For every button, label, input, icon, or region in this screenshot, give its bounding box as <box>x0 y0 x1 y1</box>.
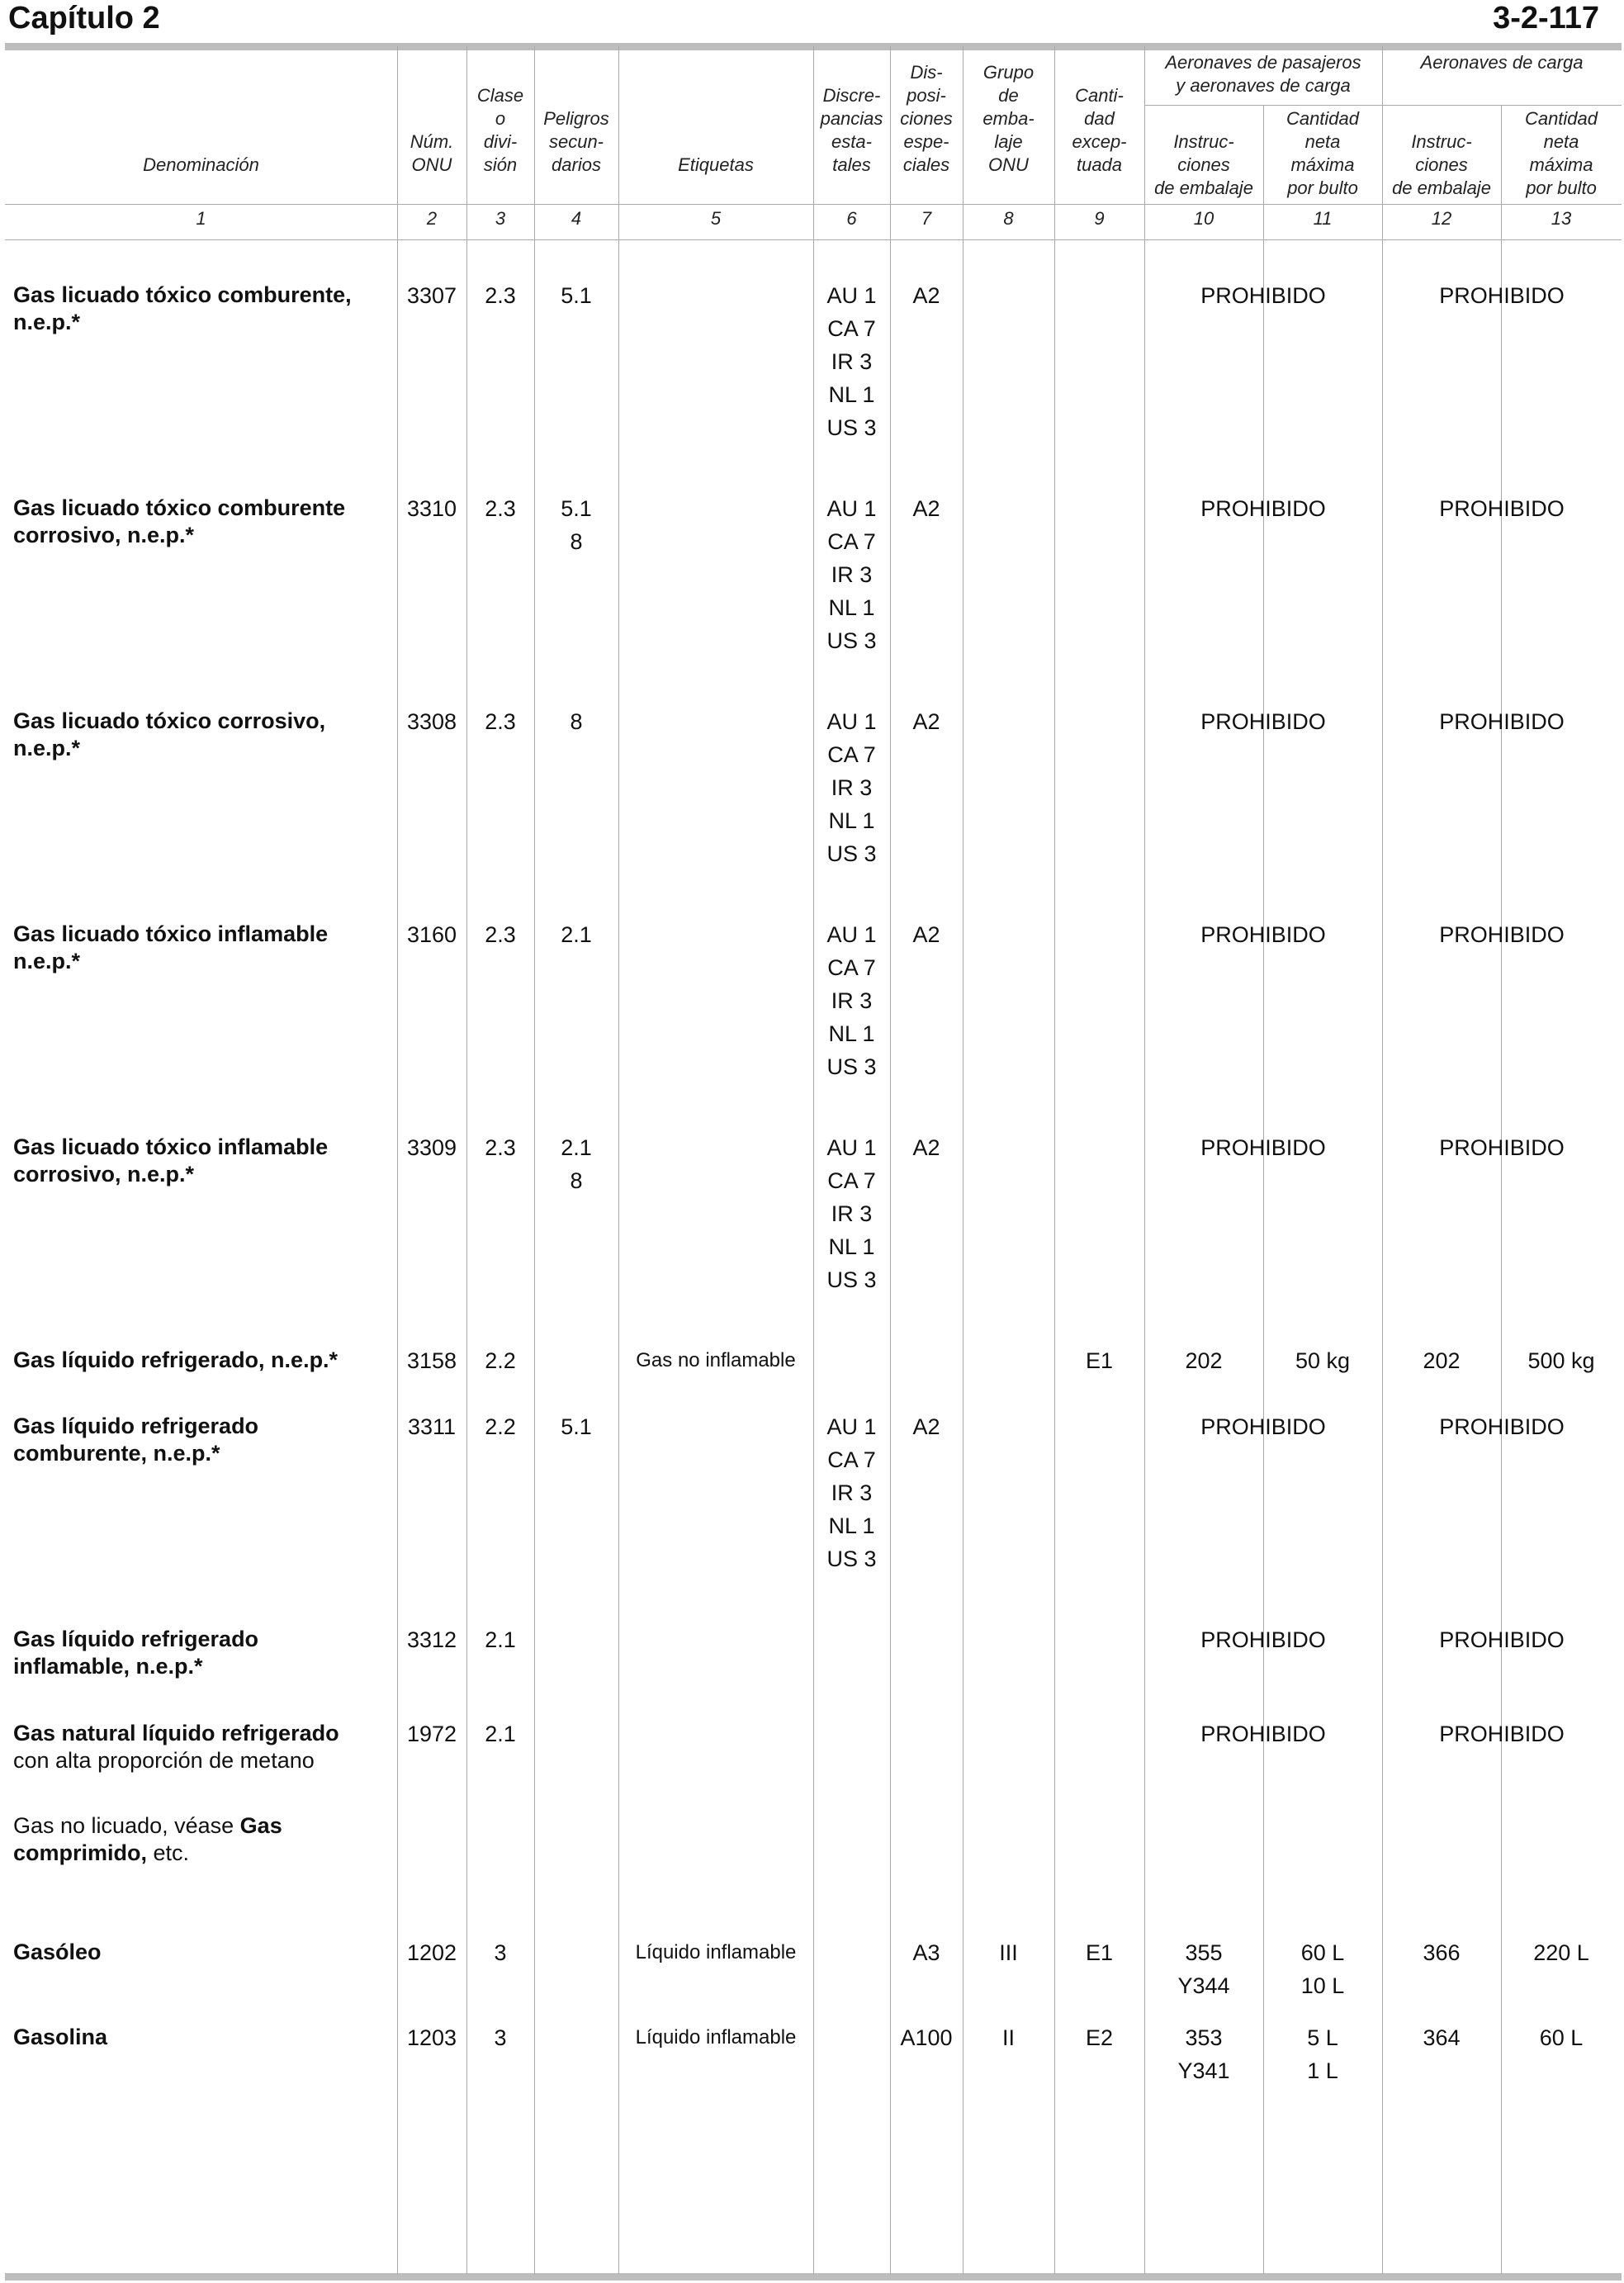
class-division: 2.3 <box>485 496 516 521</box>
excepted-quantity: E2 <box>1085 2025 1114 2050</box>
entry-name-bold: Gas licuado tóxico inflamable corrosivo, n.e.p.* <box>13 1134 329 1186</box>
state-discrepancies: AU 1 CA 7 IR 3 NL 1 US 3 <box>826 709 877 866</box>
packing-group: II <box>1001 2025 1015 2050</box>
cargo-max-net-quantity: 60 L <box>1539 2025 1584 2050</box>
column-number: 1 <box>196 208 206 229</box>
entry-name-bold: Gas licuado tóxico corrosivo, n.e.p.* <box>13 708 326 760</box>
group-header-cargo: Aeronaves de carga <box>1420 52 1584 73</box>
un-number: 1972 <box>406 1722 457 1746</box>
col-header-denominacion: Denominación <box>143 154 259 175</box>
subsidiary-hazard: 2.1 8 <box>561 1135 592 1193</box>
special-provisions: A3 <box>912 1940 940 1965</box>
class-division: 2.2 <box>485 1414 516 1439</box>
packing-group: III <box>999 1940 1018 1965</box>
class-division: 2.1 <box>485 1722 516 1746</box>
class-division: 2.3 <box>485 283 516 308</box>
state-discrepancies: AU 1 CA 7 IR 3 NL 1 US 3 <box>826 1414 877 1571</box>
special-provisions: A2 <box>912 496 940 521</box>
passenger-packing-instruction: 202 <box>1185 1348 1223 1373</box>
cross-reference <box>13 1810 376 1867</box>
cargo-max-net-quantity: 500 kg <box>1527 1348 1595 1373</box>
un-number: 3308 <box>406 709 457 734</box>
special-provisions: A100 <box>900 2025 953 2050</box>
subsidiary-hazard: 5.1 8 <box>561 496 592 554</box>
column-number: 9 <box>1094 208 1105 229</box>
column-number: 3 <box>495 208 506 229</box>
un-number: 3158 <box>406 1348 457 1373</box>
un-number: 3312 <box>406 1627 457 1652</box>
entry-name <box>13 1410 376 1467</box>
entry-name-bold: Gas licuado tóxico comburente, n.e.p.* <box>13 282 352 334</box>
entry-name <box>13 1717 376 1774</box>
special-provisions: A2 <box>912 1414 940 1439</box>
entry-name-bold: Gas líquido refrigerado inflamable, n.e.p.* <box>13 1627 259 1679</box>
passenger-max-net-quantity: 60 L 10 L <box>1300 1940 1345 1998</box>
column-number: 8 <box>1003 208 1014 229</box>
column-number: 4 <box>571 208 582 229</box>
cargo-forbidden: PROHIBIDO <box>1439 709 1565 734</box>
column-number: 13 <box>1551 208 1572 229</box>
state-discrepancies: AU 1 CA 7 IR 3 NL 1 US 3 <box>826 922 877 1079</box>
state-discrepancies: AU 1 CA 7 IR 3 NL 1 US 3 <box>826 1135 877 1292</box>
un-number: 3311 <box>407 1414 457 1439</box>
entry-name <box>13 705 376 762</box>
entry-name <box>13 2021 376 2051</box>
excepted-quantity: E1 <box>1085 1940 1114 1965</box>
header-line <box>5 204 1622 205</box>
col-header-etiquetas: Etiquetas <box>678 154 754 175</box>
subsidiary-hazard: 8 <box>570 709 583 734</box>
entry-name-bold: Gas licuado tóxico inflamable n.e.p.* <box>13 921 329 973</box>
passenger-forbidden: PROHIBIDO <box>1200 1135 1326 1160</box>
col-header-cantidad-exceptuada: Canti- dad excep- tuada <box>1072 85 1127 175</box>
passenger-packing-instruction: 355 Y344 <box>1177 1940 1230 1998</box>
entry-name <box>13 1131 376 1188</box>
header-line <box>5 239 1622 240</box>
entry-name-qualifier: con alta proporción de metano <box>13 1748 315 1773</box>
cargo-max-net-quantity: 220 L <box>1533 1940 1589 1965</box>
cargo-forbidden: PROHIBIDO <box>1439 283 1565 308</box>
entry-name <box>13 1623 376 1680</box>
un-number: 1202 <box>406 1940 457 1965</box>
class-division: 2.3 <box>485 922 516 947</box>
col-header-disposiciones: Dis- posi- ciones espe- ciales <box>900 62 953 175</box>
passenger-max-net-quantity: 5 L 1 L <box>1307 2025 1338 2083</box>
entry-name <box>13 1344 376 1374</box>
page-number: 3-2-117 <box>1493 1 1599 36</box>
un-number: 1203 <box>406 2025 457 2050</box>
entry-name <box>13 1936 376 1966</box>
column-number: 11 <box>1313 208 1333 229</box>
entry-name-bold: Gas licuado tóxico comburente corrosivo, n.e.p.* <box>13 495 346 547</box>
col-header-peligros: Peligros secun- darios <box>543 108 609 175</box>
subsidiary-hazard: 5.1 <box>561 1414 592 1439</box>
class-division: 2.1 <box>485 1627 516 1652</box>
state-discrepancies: AU 1 CA 7 IR 3 NL 1 US 3 <box>826 496 877 653</box>
cargo-packing-instruction: 202 <box>1423 1348 1461 1373</box>
subsidiary-hazard: 2.1 <box>561 922 592 947</box>
group-header-passenger: Aeronaves de pasajeros y aeronaves de carga <box>1165 52 1361 96</box>
passenger-packing-instruction: 353 Y341 <box>1177 2025 1230 2083</box>
entry-name <box>13 492 376 549</box>
cargo-forbidden: PROHIBIDO <box>1439 1135 1565 1160</box>
state-discrepancies: AU 1 CA 7 IR 3 NL 1 US 3 <box>826 283 877 440</box>
passenger-forbidden: PROHIBIDO <box>1200 709 1326 734</box>
cross-reference-text: Gas no licuado, véase <box>13 1813 240 1838</box>
passenger-forbidden: PROHIBIDO <box>1200 1414 1326 1439</box>
passenger-forbidden: PROHIBIDO <box>1200 1722 1326 1746</box>
column-number: 2 <box>426 208 438 229</box>
entry-name-bold: Gas natural líquido refrigerado <box>13 1721 339 1745</box>
col-header-instrucciones-cargo: Instruc- ciones de embalaje <box>1392 131 1491 198</box>
col-header-cantidad-pax: Cantidad neta máxima por bulto <box>1285 108 1360 198</box>
un-number: 3310 <box>406 496 457 521</box>
column-number: 10 <box>1193 208 1214 229</box>
entry-name <box>13 279 376 336</box>
header-group-line <box>1144 105 1622 106</box>
cargo-forbidden: PROHIBIDO <box>1439 1722 1565 1746</box>
entry-name <box>13 918 376 975</box>
entry-name-bold: Gasolina <box>13 2025 108 2049</box>
chapter-title: Capítulo 2 <box>8 1 160 36</box>
entry-name-bold: Gas líquido refrigerado, n.e.p.* <box>13 1348 339 1372</box>
col-header-grupo-embalaje: Grupo de emba- laje ONU <box>982 62 1035 175</box>
column-number: 7 <box>921 208 932 229</box>
cargo-forbidden: PROHIBIDO <box>1439 922 1565 947</box>
passenger-forbidden: PROHIBIDO <box>1200 922 1326 947</box>
subsidiary-hazard: 5.1 <box>561 283 592 308</box>
class-division: 2.3 <box>485 709 516 734</box>
class-division: 3 <box>494 1940 507 1965</box>
passenger-max-net-quantity: 50 kg <box>1295 1348 1351 1373</box>
passenger-forbidden: PROHIBIDO <box>1200 1627 1326 1652</box>
col-header-instrucciones-pax: Instruc- ciones de embalaje <box>1154 131 1253 198</box>
column-number: 6 <box>846 208 857 229</box>
cargo-packing-instruction: 366 <box>1423 1940 1461 1965</box>
un-number: 3309 <box>406 1135 457 1160</box>
excepted-quantity: E1 <box>1085 1348 1114 1373</box>
un-number: 3160 <box>406 922 457 947</box>
special-provisions: A2 <box>912 1135 940 1160</box>
special-provisions: A2 <box>912 283 940 308</box>
hazard-label: Líquido inflamable <box>635 1941 797 1963</box>
col-header-num-onu: Núm. ONU <box>410 131 454 175</box>
class-division: 2.3 <box>485 1135 516 1160</box>
cargo-forbidden: PROHIBIDO <box>1439 496 1565 521</box>
hazard-label: Líquido inflamable <box>635 2026 797 2049</box>
column-number: 5 <box>710 208 722 229</box>
entry-name-bold: Gas líquido refrigerado comburente, n.e.p.* <box>13 1414 259 1466</box>
col-header-discrepancias: Discre- pancias esta- tales <box>820 85 883 175</box>
passenger-forbidden: PROHIBIDO <box>1200 496 1326 521</box>
special-provisions: A2 <box>912 709 940 734</box>
entry-name-bold: Gasóleo <box>13 1940 102 1964</box>
cargo-forbidden: PROHIBIDO <box>1439 1627 1565 1652</box>
col-header-cantidad-cargo: Cantidad neta máxima por bulto <box>1524 108 1598 198</box>
cross-reference-text: etc. <box>147 1840 190 1865</box>
passenger-forbidden: PROHIBIDO <box>1200 283 1326 308</box>
class-division: 2.2 <box>485 1348 516 1373</box>
un-number: 3307 <box>406 283 457 308</box>
col-header-clase: Clase o divi- sión <box>476 85 524 175</box>
special-provisions: A2 <box>912 922 940 947</box>
cargo-forbidden: PROHIBIDO <box>1439 1414 1565 1439</box>
cross-reference-target: Gas <box>239 1813 282 1838</box>
cargo-packing-instruction: 364 <box>1423 2025 1461 2050</box>
cross-reference-target: comprimido, <box>13 1840 148 1865</box>
class-division: 3 <box>494 2025 507 2050</box>
hazard-label: Gas no inflamable <box>636 1349 796 1371</box>
column-number: 12 <box>1431 208 1452 229</box>
